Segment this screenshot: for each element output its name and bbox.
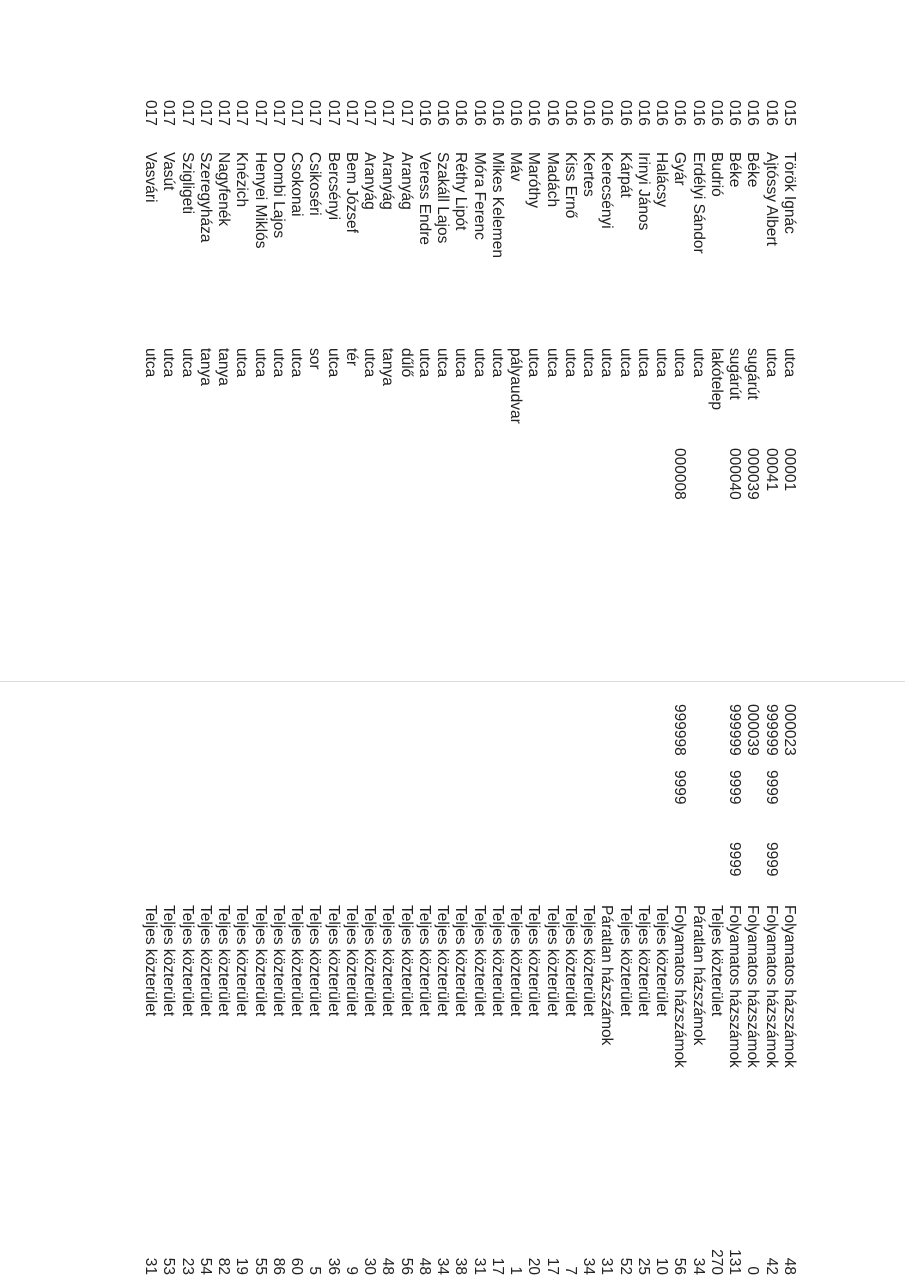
row-count: 82 — [215, 1257, 233, 1275]
row-description: Teljes közterület — [324, 905, 342, 1017]
row-district-code: 016 — [416, 100, 433, 126]
row-count: 5 — [306, 1266, 324, 1275]
row-street-type: utca — [178, 348, 196, 378]
row-count: 60 — [288, 1257, 306, 1275]
table-row — [725, 100, 743, 1275]
row-district-code: 016 — [470, 100, 488, 126]
row-range-to: 999998 — [671, 704, 689, 756]
row-district-code: 016 — [598, 100, 616, 126]
row-street-type: utca — [452, 348, 470, 378]
table-row — [451, 100, 469, 1275]
table-row — [470, 100, 488, 1275]
row-street-name: Vasvári — [142, 152, 160, 203]
row-street-name: Máv — [507, 152, 525, 182]
row-district-code: 017 — [178, 100, 196, 126]
row-count: 31 — [470, 1257, 488, 1275]
row-district-code: 016 — [762, 100, 780, 126]
row-description: Teljes közterület — [379, 905, 397, 1017]
table-row — [524, 100, 542, 1275]
row-description: Teljes közterület — [580, 905, 598, 1017]
table-row — [597, 100, 615, 1275]
table-row — [251, 100, 269, 1275]
row-district-code: 016 — [653, 100, 671, 126]
row-description: Teljes közterület — [543, 905, 561, 1017]
row-street-type: utca — [689, 348, 707, 378]
row-range-from: 000008 — [671, 448, 689, 500]
row-street-name: Halácsy — [653, 152, 671, 208]
row-description: Folyamatos házszámok — [671, 905, 689, 1068]
row-street-name: Maróthy — [525, 152, 543, 208]
row-count: 31 — [598, 1257, 616, 1275]
row-street-name: Aranyág — [361, 152, 379, 210]
row-extra-1: 9999 — [726, 770, 744, 805]
row-count: 54 — [197, 1257, 214, 1275]
table-row — [360, 100, 378, 1275]
row-district-code: 017 — [270, 100, 287, 126]
row-count: 34 — [689, 1257, 707, 1275]
row-district-code: 017 — [215, 100, 233, 126]
row-description: Folyamatos házszámok — [781, 905, 798, 1068]
row-street-type: utca — [653, 348, 671, 378]
row-street-name: Kárpát — [616, 152, 634, 198]
row-street-name: Török Ignác — [781, 152, 798, 234]
row-street-type: lakótelep — [708, 348, 725, 411]
row-count: 48 — [379, 1257, 397, 1275]
row-district-code: 017 — [324, 100, 342, 126]
row-count: 56 — [397, 1257, 415, 1275]
table-row — [324, 100, 342, 1275]
row-street-name: Vasút — [160, 152, 178, 191]
table-row — [634, 100, 652, 1275]
row-count: 131 — [726, 1249, 744, 1275]
table-row — [178, 100, 196, 1275]
row-street-type: tanya — [197, 348, 214, 386]
row-street-type: utca — [543, 348, 561, 378]
row-street-type: utca — [416, 348, 433, 378]
row-street-name: Madách — [543, 152, 561, 208]
row-description: Folyamatos házszámok — [762, 905, 780, 1068]
row-count: 19 — [233, 1257, 251, 1275]
row-count: 25 — [635, 1257, 652, 1275]
row-street-type: utca — [580, 348, 598, 378]
row-count: 38 — [452, 1257, 470, 1275]
row-street-name: Nagyfenék — [215, 152, 233, 227]
row-street-type: tanya — [215, 348, 233, 386]
table-row — [378, 100, 396, 1275]
row-district-code: 016 — [562, 100, 579, 126]
row-district-code: 017 — [233, 100, 251, 126]
row-count: 17 — [489, 1257, 506, 1275]
row-count: 270 — [708, 1249, 725, 1275]
row-district-code: 017 — [288, 100, 306, 126]
row-street-name: Réthy Lipót — [452, 152, 470, 231]
row-range-to: 999999 — [762, 704, 780, 756]
row-district-code: 016 — [616, 100, 634, 126]
row-description: Teljes közterület — [343, 905, 360, 1017]
row-street-type: utca — [598, 348, 616, 378]
row-street-name: Bercsényi — [324, 152, 342, 221]
row-range-from: 000039 — [744, 448, 762, 500]
row-count: 0 — [744, 1266, 762, 1275]
row-district-code: 016 — [489, 100, 506, 126]
row-count: 20 — [525, 1257, 543, 1275]
row-street-name: Szigligeti — [178, 152, 196, 215]
row-description: Teljes közterület — [306, 905, 324, 1017]
row-range-from: 000040 — [726, 448, 744, 500]
row-count: 17 — [543, 1257, 561, 1275]
table-row — [287, 100, 305, 1275]
row-street-type: utca — [251, 348, 269, 378]
row-street-type: utca — [160, 348, 178, 378]
row-street-type: utca — [288, 348, 306, 378]
row-street-type: utca — [233, 348, 251, 378]
row-count: 30 — [361, 1257, 379, 1275]
row-description: Teljes közterület — [635, 905, 652, 1017]
row-description: Teljes közterület — [142, 905, 160, 1017]
row-street-name: Gyár — [671, 152, 689, 186]
row-district-code: 016 — [434, 100, 452, 126]
row-district-code: 016 — [525, 100, 543, 126]
row-description: Teljes közterület — [416, 905, 433, 1017]
table-row — [543, 100, 561, 1275]
row-district-code: 017 — [142, 100, 160, 126]
row-district-code: 017 — [361, 100, 379, 126]
row-count: 7 — [562, 1266, 579, 1275]
row-count: 34 — [580, 1257, 598, 1275]
row-count: 31 — [142, 1257, 160, 1275]
row-street-name: Henyei Miklós — [251, 152, 269, 249]
row-district-code: 016 — [452, 100, 470, 126]
row-count: 9 — [343, 1266, 360, 1275]
table-row — [561, 100, 579, 1275]
table-row — [196, 100, 214, 1275]
row-street-name: Aranyág — [397, 152, 415, 210]
row-district-code: 016 — [689, 100, 707, 126]
row-description: Teljes közterület — [434, 905, 452, 1017]
row-district-code: 017 — [251, 100, 269, 126]
row-street-name: Knézich — [233, 152, 251, 208]
table-row — [707, 100, 725, 1275]
row-street-name: Szakáll Lajos — [434, 152, 452, 244]
row-street-name: Veress Endre — [416, 152, 433, 246]
row-count: 42 — [762, 1257, 780, 1275]
table-row — [689, 100, 707, 1275]
table-row — [232, 100, 250, 1275]
row-district-code: 017 — [397, 100, 415, 126]
row-district-code: 015 — [781, 100, 798, 126]
row-description: Teljes közterület — [270, 905, 287, 1017]
row-street-name: Mikes Kelemen — [489, 152, 506, 258]
row-street-type: utca — [671, 348, 689, 378]
row-extra-1: 9999 — [671, 770, 689, 805]
row-district-code: 016 — [671, 100, 689, 126]
row-description: Teljes közterület — [361, 905, 379, 1017]
table-row — [743, 100, 761, 1275]
row-street-type: utca — [470, 348, 488, 378]
row-street-type: sor — [306, 348, 324, 370]
row-street-type: utca — [781, 348, 798, 378]
row-street-type: utca — [434, 348, 452, 378]
row-description: Teljes közterület — [452, 905, 470, 1017]
row-street-type: pályaudvar — [507, 348, 525, 424]
row-street-type: utca — [562, 348, 579, 378]
row-street-type: tanya — [379, 348, 397, 386]
row-street-name: Ajtóssy Albert — [762, 152, 780, 246]
row-street-name: Szeregyháza — [197, 152, 214, 243]
row-description: Teljes közterület — [215, 905, 233, 1017]
row-description: Teljes közterület — [470, 905, 488, 1017]
row-description: Teljes közterület — [562, 905, 579, 1017]
row-district-code: 016 — [580, 100, 598, 126]
row-count: 10 — [653, 1257, 671, 1275]
row-district-code: 017 — [197, 100, 214, 126]
row-count: 53 — [160, 1257, 178, 1275]
table-row — [305, 100, 323, 1275]
table-row — [780, 100, 798, 1275]
row-street-name: Erdélyi Sándor — [689, 152, 707, 254]
table-row — [415, 100, 433, 1275]
row-district-code: 017 — [343, 100, 360, 126]
table-row — [342, 100, 360, 1275]
row-district-code: 016 — [635, 100, 652, 126]
row-street-name: Kerecsényi — [598, 152, 616, 229]
table-row — [506, 100, 524, 1275]
row-street-name: Móra Ferenc — [470, 152, 488, 240]
row-description: Páratlan házszámok — [598, 905, 616, 1046]
row-district-code: 016 — [726, 100, 744, 126]
row-district-code: 016 — [507, 100, 525, 126]
row-street-name: Béke — [744, 152, 762, 188]
row-street-name: Bem József — [343, 152, 360, 233]
row-description: Teljes közterület — [489, 905, 506, 1017]
row-description: Teljes közterület — [178, 905, 196, 1017]
row-description: Teljes közterület — [616, 905, 634, 1017]
row-count: 86 — [270, 1257, 287, 1275]
table-row — [141, 100, 159, 1275]
row-description: Teljes közterület — [507, 905, 525, 1017]
row-district-code: 016 — [744, 100, 762, 126]
table-row — [159, 100, 177, 1275]
row-description: Teljes közterület — [397, 905, 415, 1017]
table-row — [616, 100, 634, 1275]
row-description: Teljes közterület — [653, 905, 671, 1017]
row-description: Teljes közterület — [708, 905, 725, 1017]
row-street-type: sugárút — [744, 348, 762, 400]
row-street-name: Kertes — [580, 152, 598, 197]
row-district-code: 017 — [306, 100, 324, 126]
row-street-name: Kiss Ernő — [562, 152, 579, 219]
row-description: Páratlan házszámok — [689, 905, 707, 1046]
row-range-to: 999999 — [726, 704, 744, 756]
table-row — [762, 100, 780, 1275]
row-street-type: utca — [142, 348, 160, 378]
row-description: Folyamatos házszámok — [726, 905, 744, 1068]
row-street-type: dűlő — [397, 348, 415, 378]
row-count: 55 — [251, 1257, 269, 1275]
row-description: Folyamatos házszámok — [744, 905, 762, 1068]
table-row — [397, 100, 415, 1275]
table-row — [579, 100, 597, 1275]
row-street-name: Irinyi János — [635, 152, 652, 231]
row-extra-1: 9999 — [762, 770, 780, 805]
table-row — [670, 100, 688, 1275]
row-street-type: tér — [343, 348, 360, 367]
row-count: 48 — [781, 1257, 798, 1275]
table-row — [652, 100, 670, 1275]
row-description: Teljes közterület — [233, 905, 251, 1017]
row-street-type: utca — [525, 348, 543, 378]
row-street-name: Csokonai — [288, 152, 306, 217]
row-district-code: 016 — [708, 100, 725, 126]
row-count: 52 — [616, 1257, 634, 1275]
row-extra-2: 9999 — [762, 842, 780, 877]
row-range-from: 00041 — [762, 448, 780, 492]
row-extra-2: 9999 — [726, 842, 744, 877]
row-street-type: utca — [635, 348, 652, 378]
street-register-table — [78, 100, 798, 1275]
row-street-type: utca — [489, 348, 506, 378]
row-count: 23 — [178, 1257, 196, 1275]
row-district-code: 016 — [543, 100, 561, 126]
row-range-to: 000023 — [781, 704, 798, 756]
row-description: Teljes közterület — [160, 905, 178, 1017]
row-range-from: 00001 — [781, 448, 798, 492]
row-count: 34 — [434, 1257, 452, 1275]
row-description: Teljes közterület — [251, 905, 269, 1017]
row-count: 36 — [324, 1257, 342, 1275]
row-description: Teljes közterület — [525, 905, 543, 1017]
row-street-name: Béke — [726, 152, 744, 188]
row-count: 1 — [507, 1266, 525, 1275]
row-description: Teljes közterület — [197, 905, 214, 1017]
table-row — [214, 100, 232, 1275]
row-street-name: Dombi Lajos — [270, 152, 287, 239]
row-street-type: utca — [762, 348, 780, 378]
row-range-to: 000039 — [744, 704, 762, 756]
table-row — [269, 100, 287, 1275]
row-street-type: utca — [361, 348, 379, 378]
row-count: 48 — [416, 1257, 433, 1275]
row-street-type: utca — [324, 348, 342, 378]
table-row — [433, 100, 451, 1275]
row-description: Teljes közterület — [288, 905, 306, 1017]
row-street-name: Csikoséri — [306, 152, 324, 216]
row-street-type: sugárút — [726, 348, 744, 400]
row-district-code: 017 — [160, 100, 178, 126]
row-street-type: utca — [270, 348, 287, 378]
row-district-code: 017 — [379, 100, 397, 126]
row-street-type: utca — [616, 348, 634, 378]
row-street-name: Aranyág — [379, 152, 397, 210]
row-street-name: Budrió — [708, 152, 725, 197]
table-row — [488, 100, 506, 1275]
row-count: 56 — [671, 1257, 689, 1275]
